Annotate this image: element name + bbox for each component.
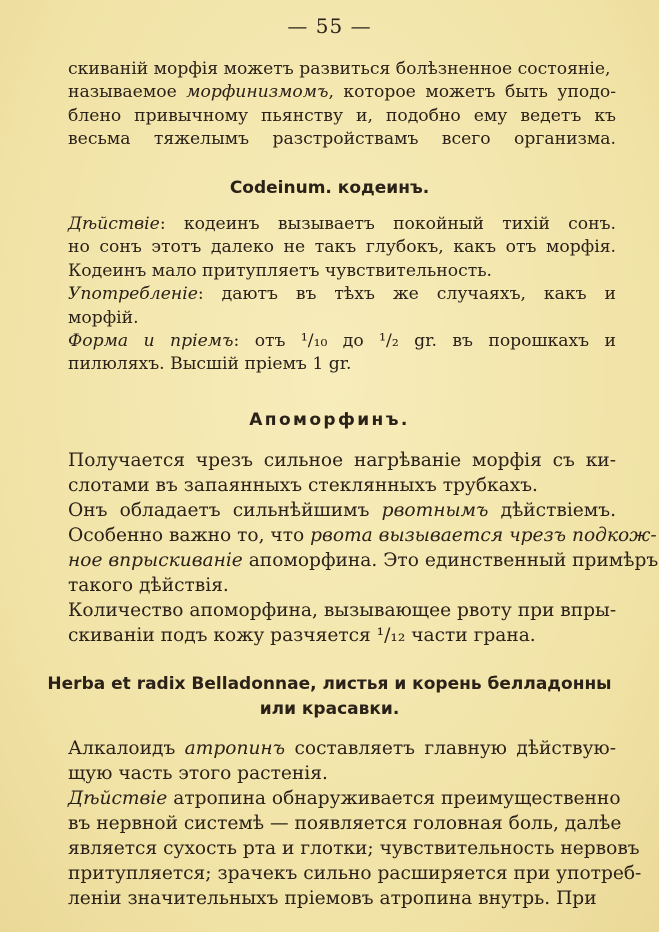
text-line: Кодеинъ мало притупляетъ чувствительность. [68, 260, 493, 281]
paragraph-belladonna [68, 736, 642, 911]
text-line: но сонъ этотъ далеко не такъ глубокъ, какъ отъ морфія. [68, 237, 616, 258]
text-line [68, 330, 616, 353]
text-line [68, 81, 616, 104]
text-line [68, 786, 621, 811]
emphasis: рвота вызывается чрезъ подкож- [310, 525, 657, 546]
heading-apomorphine: Апоморфинъ. [249, 410, 410, 430]
emphasis: атропинъ [184, 738, 286, 759]
paragraph-codeine [68, 213, 616, 377]
text-line: Количество апоморфина, вызывающее рвоту при впры- [68, 600, 617, 621]
page-number: — 55 — [287, 14, 372, 38]
text-run: : отъ ¹/₁₀ до ¹/₂ gr. въ порошкахъ и [233, 331, 616, 352]
emphasis: Дѣйствіе [68, 788, 168, 809]
emphasis: рвотнымъ [381, 500, 489, 521]
heading-belladonna-1: Herba et radix Belladonnae, листья и корень белладонны [47, 674, 612, 694]
paragraph-apomorphine [68, 448, 659, 648]
text-line: Получается чрезъ сильное нагрѣваніе морфія съ ки- [68, 450, 616, 471]
text-line: скиваніи подъ кожу разчяется ¹/₁₂ части грана. [68, 625, 536, 646]
text-run: дѣйствіемъ. [488, 500, 616, 521]
text-run: называемое [68, 82, 187, 103]
text-run: апоморфина. Это единственный примѣръ [242, 550, 659, 571]
text-line: пилюляхъ. Высшій пріемъ 1 gr. [68, 354, 352, 375]
text-line: леніи значительныхъ пріемовъ атропина внутрь. При [68, 888, 597, 909]
text-line: въ нервной системѣ — появляется головная боль, далѣе [68, 813, 622, 834]
text-line: весьма тяжелымъ разстройствамъ всего организма. [68, 129, 616, 150]
text-line: блено привычному пьянству и, подобно ему ведетъ къ [68, 105, 616, 126]
text-line [68, 213, 616, 236]
text-line: притупляется; зрачекъ сильно расширяется при употреб- [68, 863, 642, 884]
paragraph-morphinism [68, 58, 616, 152]
text-run: Особенно важно то, что [68, 525, 311, 546]
text-line: щую часть этого растенія. [68, 763, 328, 784]
text-line: слотами въ запаянныхъ стеклянныхъ трубкахъ. [68, 475, 538, 496]
emphasis: Форма и пріемъ [68, 331, 234, 352]
emphasis: Дѣйствіе [68, 214, 160, 234]
text-run: атропина обнаруживается преимущественно [167, 788, 621, 809]
emphasis: ное впрыскиваніе [68, 550, 243, 571]
text-line: скиваній морфія можетъ развиться болѣзненное состояніе, [68, 59, 611, 79]
text-line: является сухость рта и глотки; чувствительность нервовъ [68, 838, 640, 859]
text-run: : даютъ въ тѣхъ же случаяхъ, какъ и [197, 284, 616, 305]
text-line [68, 736, 616, 761]
emphasis: Употребленіе [68, 284, 198, 305]
text-run: , которое можетъ быть уподо- [328, 82, 617, 103]
text-line: морфій. [68, 307, 139, 328]
text-line: такого дѣйствія. [68, 575, 229, 596]
emphasis: морфинизмомъ [186, 82, 329, 103]
text-run: : кодеинъ вызываетъ покойный тихій сонъ. [159, 214, 616, 234]
text-run: Онъ обладаетъ сильнѣйшимъ [68, 500, 382, 521]
text-run: составляетъ главную дѣйствую- [285, 738, 616, 759]
heading-codeinum: Codeinum. кодеинъ. [229, 178, 430, 198]
text-line [68, 548, 659, 573]
heading-belladonna-2: или красавки. [259, 699, 400, 719]
text-line [68, 498, 616, 523]
text-line [68, 283, 616, 306]
text-line [68, 523, 657, 548]
text-run: Алкалоидъ [68, 738, 185, 759]
